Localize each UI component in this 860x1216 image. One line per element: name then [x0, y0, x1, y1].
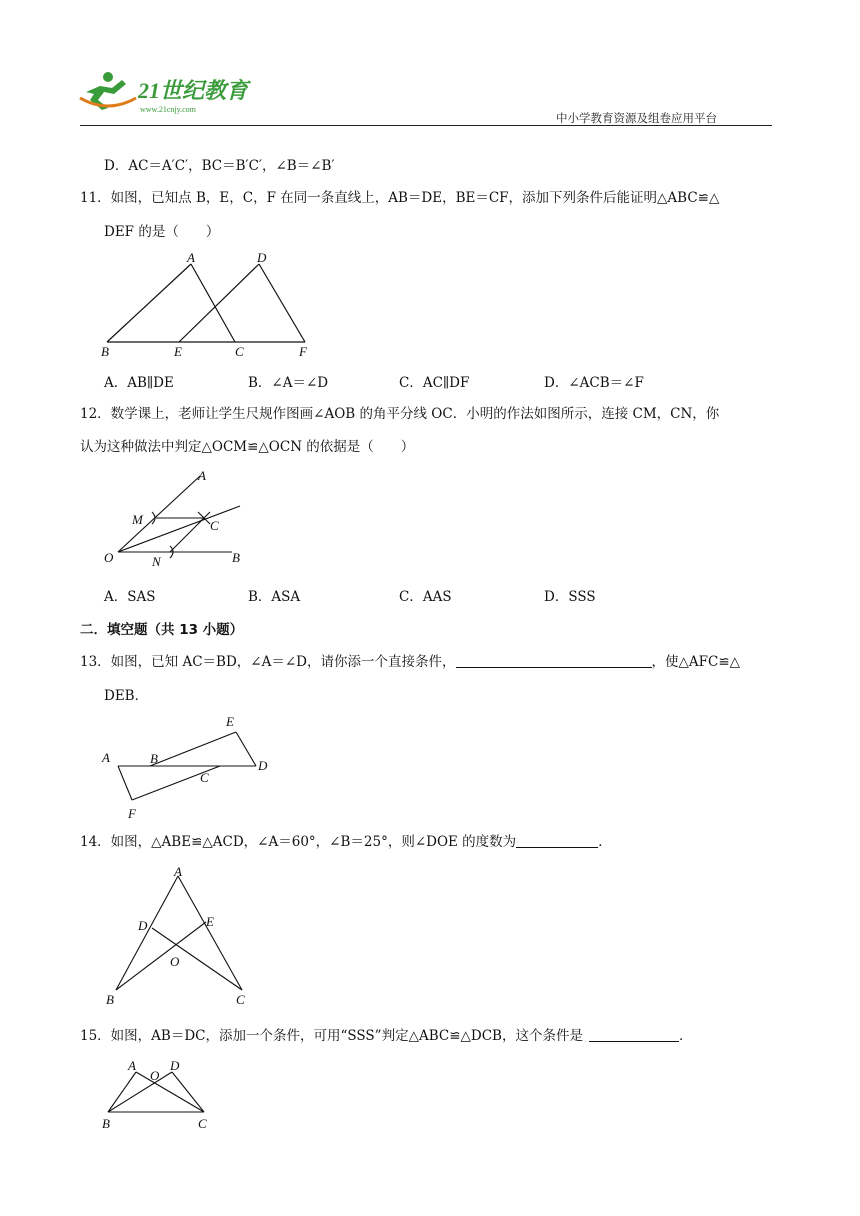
q11-label-e: E [174, 344, 182, 359]
q14-label-a: A [174, 864, 182, 879]
q13-answer-blank[interactable] [456, 653, 652, 668]
q11-label-a: A [187, 250, 195, 265]
q14-label-e: E [206, 914, 214, 929]
q15-label-c: C [198, 1116, 207, 1131]
header [78, 68, 778, 128]
q11-label-d: D [257, 250, 267, 265]
q14-figure [100, 862, 260, 1007]
q13-label-d: D [258, 758, 268, 773]
q15-label-d: D [170, 1058, 180, 1073]
section-title-fill-in: 二．填空题（共 13 小题） [80, 622, 244, 638]
q12-option-c: C．AAS [399, 589, 452, 605]
q11-option-b: B．∠A＝∠D [248, 375, 329, 391]
q11-option-c: C．AC∥DF [399, 375, 470, 391]
q11-label-b: B [101, 344, 109, 359]
q11-label-f: F [299, 344, 307, 359]
q13-label-c: C [200, 770, 209, 785]
q12-label-c: C [210, 518, 219, 533]
q13-text-line2: DEB． [104, 688, 149, 704]
q12-label-a: A [198, 468, 206, 483]
q11-option-a: A．AB∥DE [104, 375, 174, 391]
header-divider [80, 125, 772, 126]
q11-figure [95, 248, 325, 363]
q12-text-line2: 认为这种做法中判定△OCM≌△OCN 的依据是（ ） [80, 439, 415, 455]
q11-text-line2: DEF 的是（ ） [104, 224, 220, 240]
q12-label-b: B [232, 550, 240, 565]
q15-figure [98, 1054, 218, 1134]
q15-label-a: A [128, 1058, 136, 1073]
q11-option-d: D．∠ACB＝∠F [544, 375, 644, 391]
q11-label-c: C [235, 344, 244, 359]
q13-label-b: B [150, 751, 158, 766]
q13-text-line1 [80, 652, 740, 672]
logo-text: 21世纪教育 [138, 78, 249, 103]
q13-label-f: F [128, 806, 136, 821]
q14-label-o: O [170, 954, 180, 969]
q14-answer-blank[interactable] [516, 833, 598, 848]
q15-text-a: 15．如图，AB＝DC，添加一个条件，可用“SSS”判定△ABC≌△DCB，这个条件是 [80, 1028, 583, 1044]
q14-label-b: B [106, 992, 114, 1007]
q14-text-line1 [80, 832, 612, 852]
logo-icon [78, 68, 258, 116]
q12-option-d: D．SSS [544, 589, 596, 605]
logo-url: www.21cnjy.com [140, 105, 196, 114]
q12-figure [100, 466, 260, 571]
q12-label-m: M [132, 512, 143, 527]
q14-label-c: C [236, 992, 245, 1007]
q13-text-b: ，使△AFC≌△ [651, 654, 741, 670]
q12-label-n: N [152, 554, 161, 569]
q12-text-line1: 12．数学课上，老师让学生尺规作图画∠AOB 的角平分线 OC．小明的作法如图所示，连接 CM，CN，你 [80, 406, 720, 422]
q12-option-a: A．SAS [104, 589, 156, 605]
q15-text-line1 [80, 1026, 692, 1046]
q13-label-a: A [102, 750, 110, 765]
platform-name: 中小学教育资源及组卷应用平台 [556, 111, 717, 125]
q15-text-b: ． [678, 1028, 693, 1044]
q12-option-b: B．ASA [248, 589, 301, 605]
q15-label-o: O [150, 1068, 160, 1083]
q13-text-a: 13．如图，已知 AC＝BD，∠A＝∠D，请你添一个直接条件， [80, 654, 456, 670]
q11-text-line1: 11．如图，已知点 B，E，C，F 在同一条直线上，AB＝DE，BE＝CF，添加下列条件后能证明△ABC≌△ [80, 190, 720, 206]
q14-label-d: D [138, 918, 148, 933]
q13-label-e: E [226, 714, 234, 729]
q14-text-a: 14．如图，△ABE≌△ACD，∠A＝60°，∠B＝25°，则∠DOE 的度数为 [80, 834, 517, 850]
q13-figure [96, 710, 281, 825]
q10-option-d: D．AC＝A′C′，BC＝B′C′，∠B＝∠B′ [104, 158, 335, 174]
q12-label-o: O [104, 550, 114, 565]
q14-text-b: ． [598, 834, 612, 850]
q15-answer-blank[interactable] [589, 1027, 679, 1042]
q15-label-b: B [102, 1116, 110, 1131]
